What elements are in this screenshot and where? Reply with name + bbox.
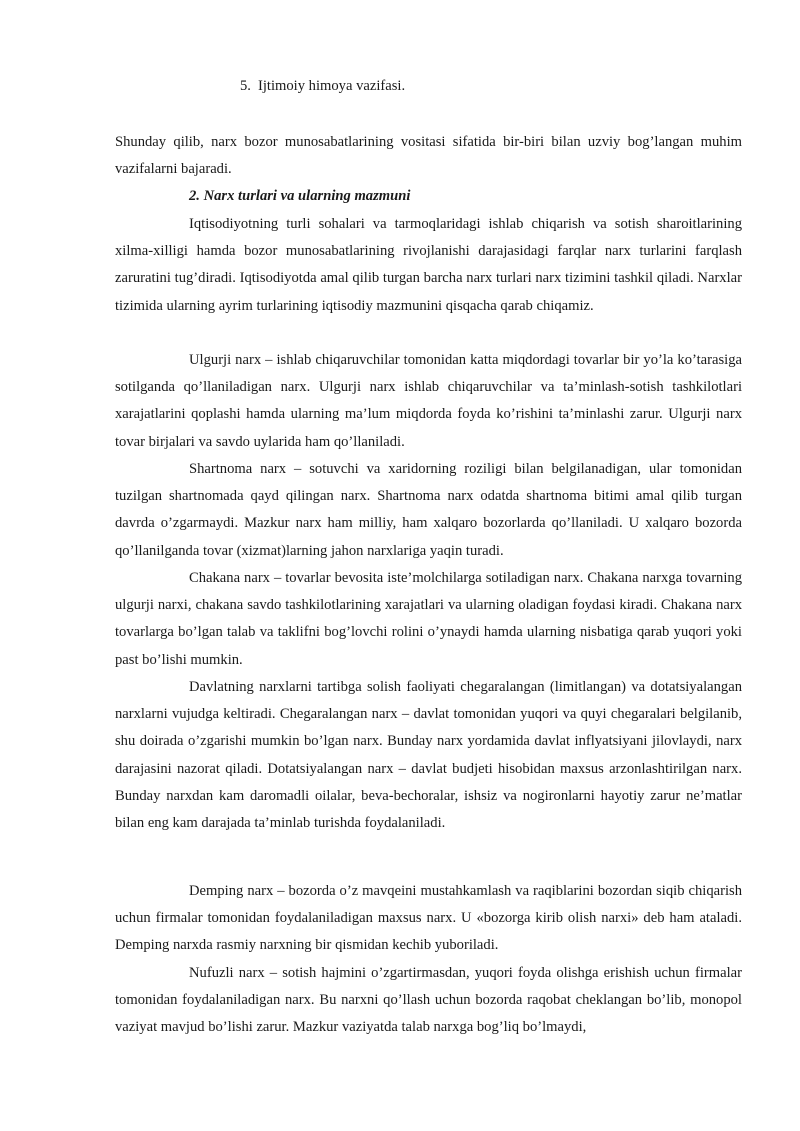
paragraph-prestige-price: Nufuzli narx – sotish hajmini o’zgartirmasdan, yuqori foyda olishga erishish uchun firmalar tomonidan foydalaniladigan narx. Bu narxni qo’llash uchun bozorda raqobat cheklangan bo’lib, monopol vaziyat mavjud bo’lishi zarur. Mazkur vaziyatda talab narxga bog’liq bo’lmaydi, (115, 965, 742, 1036)
section-heading: 2. Narx turlari va ularning mazmuni (189, 188, 411, 204)
paragraph-contract-price: Shartnoma narx – sotuvchi va xaridorning roziligi bilan belgilanadigan, ular tomonidan tuzilgan shartnomada qayd qilingan narx. Shartnoma narx odatda shartnoma bitimi amal qilib turgan davrda o’zgarmaydi. Mazkur narx ham milliy, ham xalqaro bozorlarda qo’llaniladi. U xalqaro bozorda qo’llanilganda tovar (xizmat)larning jahon narxlariga yaqin turadi. (115, 461, 742, 559)
paragraph-regulated-prices: Davlatning narxlarni tartibga solish faoliyati chegaralangan (limitlangan) va dotatsiyalangan narxlarni vujudga keltiradi. Chegaralangan narx – davlat tomonidan yuqori va quyi chegaralari belgilanib, shu doirada o’zgarishi mumkin bo’lgan narx. Bunday narx yordamida davlat inflyatsiyani jilovlaydi, narx darajasini nazorat qiladi. Dotatsiyalangan narx – davlat budjeti hisobidan maxsus arzonlashtirilgan narx. Bunday narxdan kam daromadli oilalar, beva-bechoralar, ishsiz va nogironlarni hayotiy zarur ne’matlar bilan eng kam darajada ta’minlab turishda foydalaniladi. (115, 679, 742, 832)
list-item (240, 76, 405, 96)
intro-paragraph: Shunday qilib, narx bozor munosabatlarining vositasi sifatida bir-biri bilan uzviy bog’langan muhim vazifalarni bajaradi. (115, 134, 742, 178)
paragraph-retail-price: Chakana narx – tovarlar bevosita iste’molchilarga sotiladigan narx. Chakana narxga tovarning ulgurji narxi, chakana savdo tashkilotlarining xarajatlari va ularning oladigan foydasi kiradi. Chakana narx tovarlarga bo’lgan talab va taklifni bog’lovchi rolini o’ynaydi hamda ularning nisbatiga qarab yuqori yoki past bo’lishi mumkin. (115, 570, 742, 668)
list-item-text: Ijtimoiy himoya vazifasi. (258, 78, 406, 94)
paragraph-wholesale-price: Ulgurji narx – ishlab chiqaruvchilar tomonidan katta miqdordagi tovarlar bir yo’la ko’tarasiga sotilganda qo’llaniladigan narx. Ulgurji narx ishlab chiqaruvchilar va ta’minlash-sotish tashkilotlari xarajatlarini qoplashi hamda ularning ma’lum miqdorda foyda ko’rishini ta’minlashi zarur. Ulgurji narx tovar birjalari va savdo uylarida ham qo’llaniladi. (115, 352, 742, 450)
paragraph-price-types-intro: Iqtisodiyotning turli sohalari va tarmoqlaridagi ishlab chiqarish va sotish sharoitlarining xilma-xilligi hamda bozor munosabatlarining rivojlanishi darajasidagi farqlar narx turlarini farqlash zaruratini tug’diradi. Iqtisodiyotda amal qilib turgan barcha narx turlari narx tizimini tashkil qiladi. Narxlar tizimida ularning ayrim turlarining iqtisodiy mazmunini qisqacha qarab chiqamiz. (115, 216, 742, 314)
paragraph-dumping-price: Demping narx – bozorda o’z mavqeini mustahkamlash va raqiblarini bozordan siqib chiqarish uchun firmalar tomonidan foydalaniladigan maxsus narx. U «bozorga kirib olish narxi» deb ham ataladi. Demping narxda rasmiy narxning bir qismidan kechib yuboriladi. (115, 883, 742, 954)
list-item-number: 5. (240, 78, 251, 94)
